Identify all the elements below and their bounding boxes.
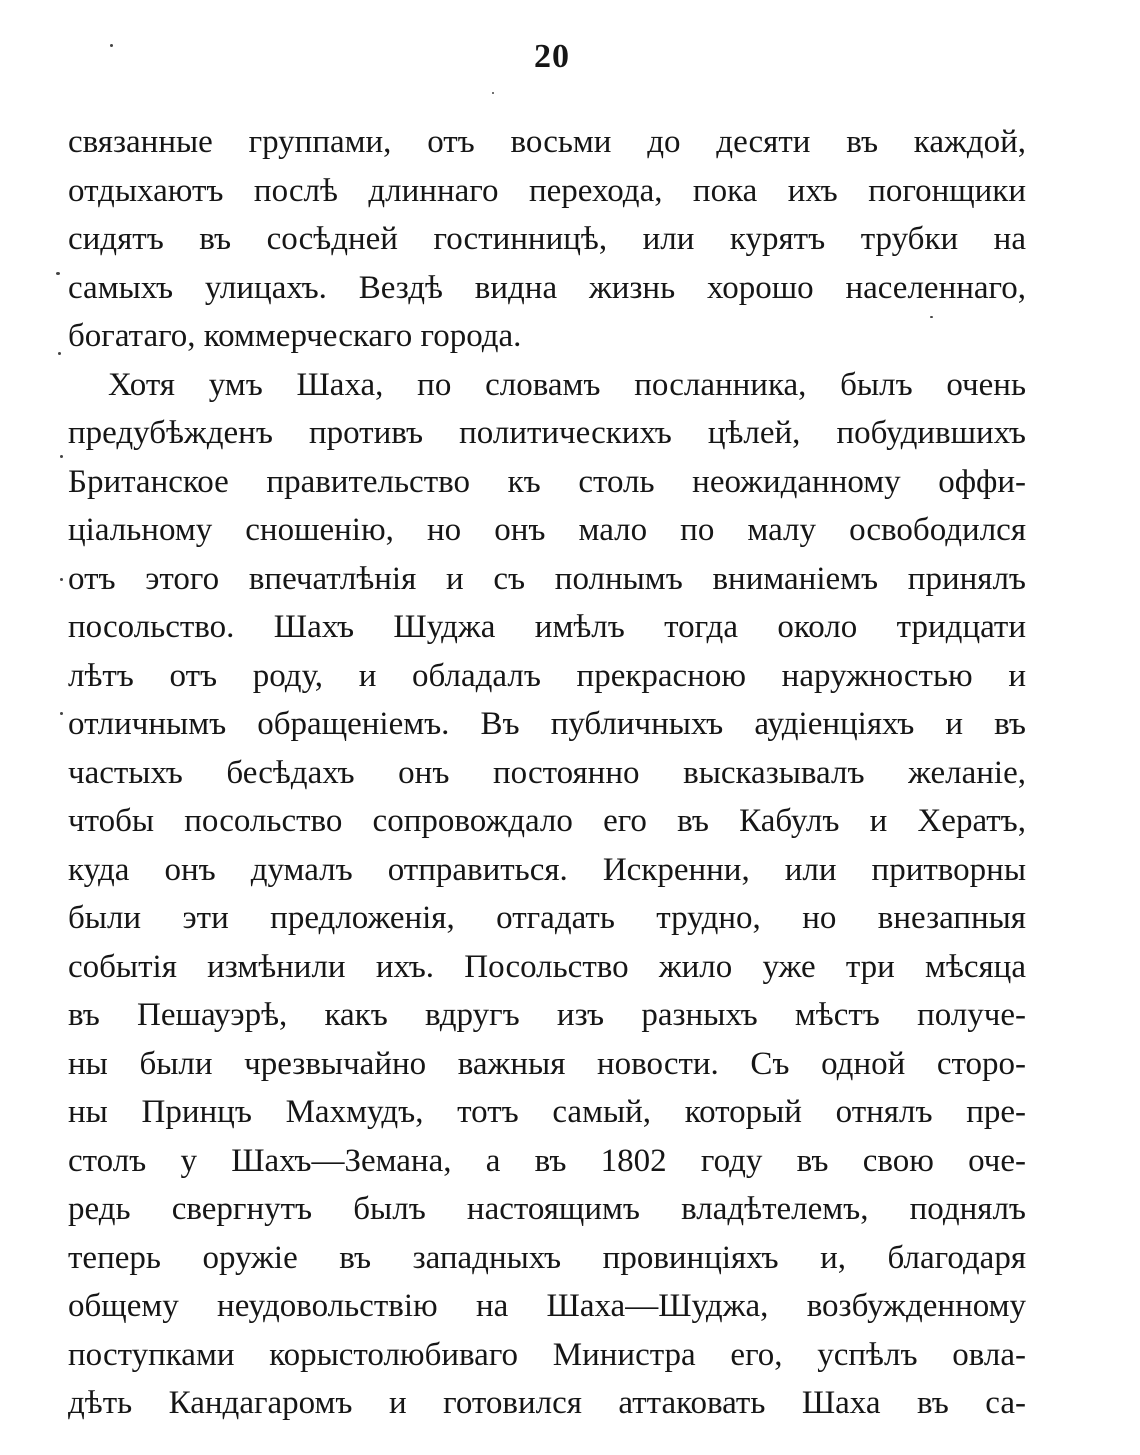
text-line: сидятъ въ сосѣдней гостинницѣ, или курятъ трубки на [68,221,1026,257]
text-line: связанные группами, отъ восьми до десяти въ каждой, [68,124,1026,160]
text-line: Хотя умъ Шаха, по словамъ посланника, былъ очень [108,366,1026,403]
scan-speck [60,712,63,715]
text-line: самыхъ улицахъ. Вездѣ видна жизнь хорошо населеннаго, [68,269,1026,306]
text-line: частыхъ бесѣдахъ онъ постоянно высказывалъ желаніе, [68,754,1026,791]
scan-speck [110,44,113,47]
text-line: поступками корыстолюбиваго Министра его, успѣлъ овла- [68,1336,1026,1373]
text-line: Британское правительство къ столь неожиданному оффи- [68,463,1026,500]
scan-speck [492,92,494,94]
text-line: были эти предложенія, отгадать трудно, но внезапныя [68,900,1026,936]
text-line: теперь оружіе въ западныхъ провинціяхъ и, благодаря [68,1239,1026,1276]
text-line: ны Принцъ Махмудъ, тотъ самый, который отнялъ пре- [68,1094,1026,1130]
text-line: столъ у Шахъ—Земана, а въ 1802 году въ свою оче- [68,1142,1026,1179]
scan-speck [60,578,63,581]
text-line: лѣтъ отъ роду, и обладалъ прекрасною наружностью и [68,657,1026,694]
text-line: предубѣжденъ противъ политическихъ цѣлей, побудившихъ [68,415,1026,451]
text-line: отъ этого впечатлѣнія и съ полнымъ вниманіемъ принялъ [68,560,1026,597]
text-line: редь свергнутъ былъ настоящимъ владѣтелемъ, поднялъ [68,1191,1026,1227]
page-number: 20 [534,38,570,75]
scan-speck [56,272,60,275]
text-line: дѣть Кандагаромъ и готовился аттаковать Шаха въ са- [68,1385,1026,1421]
text-line: въ Пешауэрѣ, какъ вдругъ изъ разныхъ мѣстъ получе- [68,997,1026,1033]
text-line: общему неудовольствію на Шаха—Шуджа, возбужденному [68,1288,1026,1324]
text-line: отличнымъ обращеніемъ. Въ публичныхъ аудіенціяхъ и въ [68,706,1026,742]
text-line: посольство. Шахъ Шуджа имѣлъ тогда около тридцати [68,609,1026,645]
page-text [68,118,1026,1428]
text-line: событія измѣнили ихъ. Посольство жило уже три мѣсяца [68,948,1026,985]
scan-speck [930,316,933,318]
text-line: отдыхаютъ послѣ длиннаго перехода, пока ихъ погонщики [68,172,1026,209]
scan-speck [58,352,61,355]
text-line: богатаго, коммерческаго города. [68,318,522,354]
text-line: ны были чрезвычайно важныя новости. Съ одной сторо- [68,1045,1026,1082]
text-line: чтобы посольство сопровождало его въ Кабулъ и Хератъ, [68,803,1026,839]
scan-speck [60,455,63,458]
text-line: куда онъ думалъ отправиться. Искренни, или притворны [68,851,1026,888]
text-line: ціальному сношенію, но онъ мало по малу освободился [68,512,1026,548]
